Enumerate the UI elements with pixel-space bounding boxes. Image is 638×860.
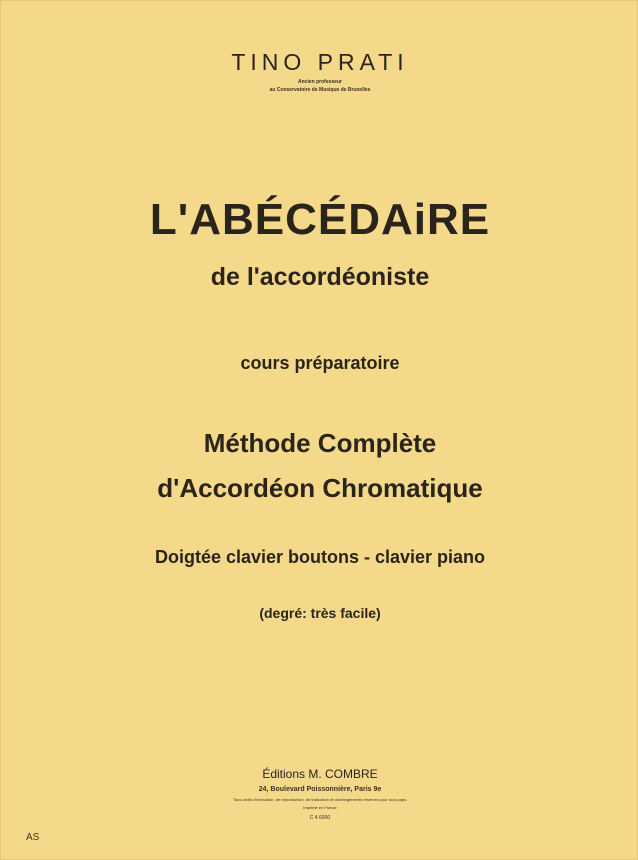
book-title: L'ABÉCÉDAiRE (149, 195, 491, 244)
book-subtitle: de l'accordéoniste (210, 263, 430, 291)
method-title-line-1: Méthode Complète (203, 428, 437, 458)
publisher-name: Éditions M. COMBRE (262, 767, 378, 781)
method-title-line-2: d'Accordéon Chromatique (157, 473, 483, 503)
catalog-code: AS (26, 832, 40, 843)
fingering-description: Doigtée clavier boutons - clavier piano (154, 547, 486, 567)
edition-number: C 4 6000 (309, 815, 331, 821)
course-level: cours préparatoire (240, 353, 400, 373)
author-title-line-2: au Conservatoire de Musique de Bruxelles (269, 87, 371, 93)
printed-in-notice: Imprimé en France (303, 805, 337, 810)
difficulty-degree: (degré: très facile) (259, 605, 381, 621)
rights-notice: Tous droits d'exécution, de reproduction, de traduction et d'arrangements réservés pour tous pays. (232, 797, 408, 802)
author-name: TINO PRATI (231, 49, 409, 75)
author-title-line-1: Ancien professeur (298, 79, 342, 85)
publisher-address: 24, Boulevard Poissonnière, Paris 9e (258, 786, 382, 793)
